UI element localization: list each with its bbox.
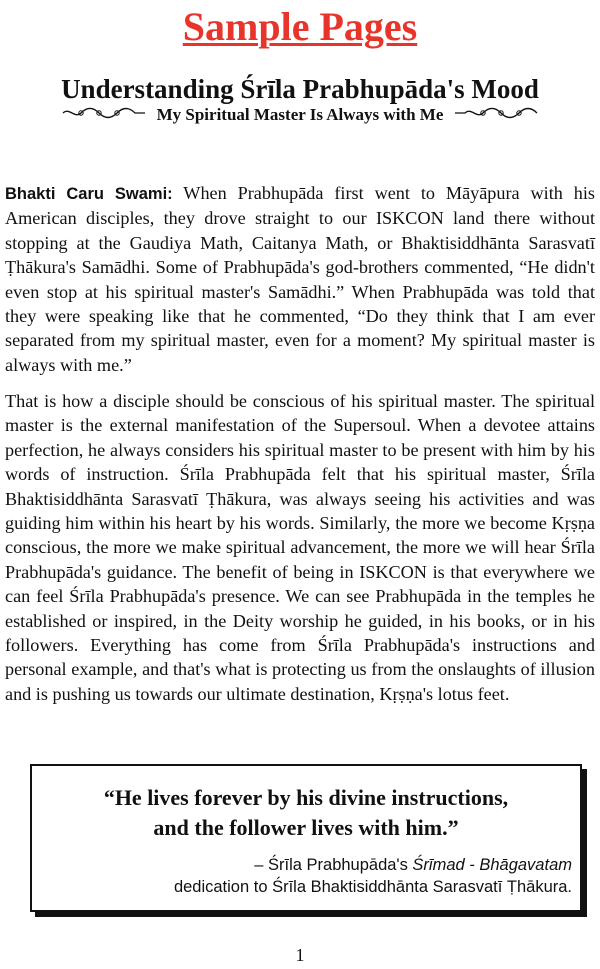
quote-attribution-line-2: dedication to Śrīla Bhaktisiddhānta Sarasvatī Ṭhākura. — [173, 878, 572, 896]
sample-pages-banner: Sample Pages — [182, 4, 418, 49]
paragraph-2: That is how a disciple should be conscious of his spiritual master. The spiritual master is the external manifestation of the Supersoul. When a devotee attains perfection, he always considers his spiritual master to be present with him by his words of instruction. Śrīla Prabhupāda felt that his spiritual master, Śrīla Bhaktisiddhānta Sarasvatī Ṭhākura, was always seeing his activities and was guiding him within his heart by his words. Similarly, the more we become Kṛṣṇa conscious, the more we make spiritual advancement, the more we will hear Śrīla Prabhupāda's guidance. The benefit of being in ISKCON is that everywhere we can feel Śrīla Prabhupāda's presence. We can see Prabhupāda in the temples he established or inspired, in the Deity worship he guided, in his books, or in his followers. Everything has come from Śrīla Prabhupāda's instructions and personal example, and that's what is protecting us from the onslaughts of illusion and is pushing us towards our ultimate destination, Kṛṣṇa's lotus feet. — [5, 391, 595, 704]
flourish-ornament-left-icon — [61, 106, 147, 125]
speaker-name: Bhakti Caru Swami: — [5, 185, 173, 203]
flourish-ornament-right-icon — [453, 106, 539, 125]
subtitle-row — [0, 104, 600, 126]
attribution-prefix: – Śrīla Prabhupāda's — [254, 856, 413, 874]
chapter-subtitle: My Spiritual Master Is Always with Me — [156, 105, 444, 124]
paragraph-1 — [5, 181, 595, 377]
quote-line-1: “He lives forever by his divine instructions, — [103, 785, 509, 810]
chapter-title: Understanding Śrīla Prabhupāda's Mood — [61, 74, 539, 104]
page-number: 1 — [295, 945, 305, 965]
paragraph-1-text: When Prabhupāda first went to Māyāpura with his American disciples, they drove straight to our ISKCON land there without stopping at the Gaudiya Math, Caitanya Math, or Bhaktisiddhānta Sarasvatī Ṭhākura's Samādhi. Some of Prabhupāda's god-brothers commented, “He didn't even stop at his spiritual master's Samādhi.” When Prabhupāda was told that they were speaking like that he commented, “Do they think that I am ever separated from my spiritual master, even for a moment? My spiritual master is always with me.” — [5, 183, 596, 375]
quote-box — [30, 764, 582, 912]
quote-line-2: and the follower lives with him.” — [153, 815, 459, 840]
attribution-work: Śrīmad - Bhāgavatam — [412, 856, 572, 874]
quote-attribution — [254, 854, 572, 876]
